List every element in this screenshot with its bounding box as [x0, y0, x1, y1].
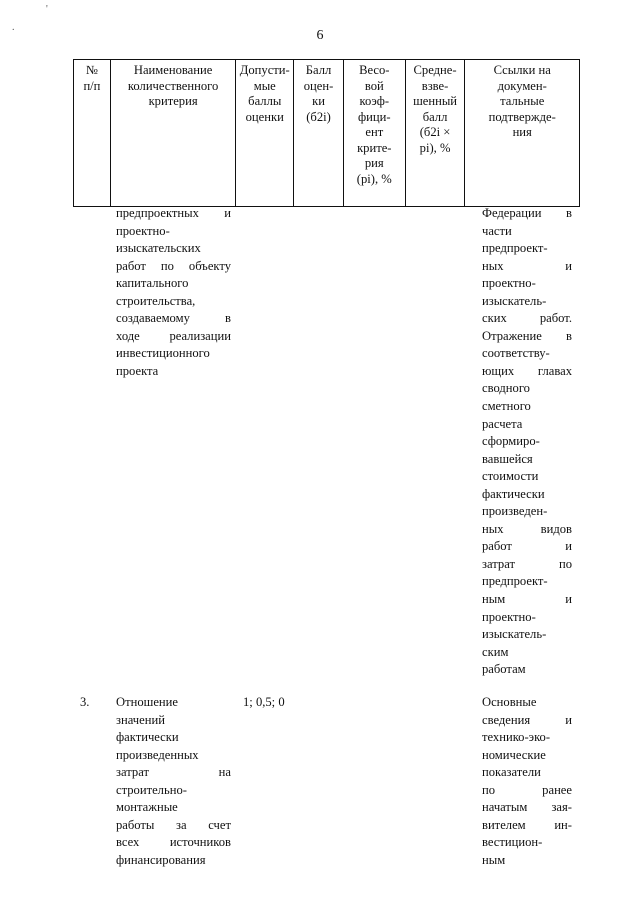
- header-allowed-points: [236, 60, 294, 206]
- document-ref-line: проектно-: [482, 609, 536, 624]
- document-ref-line: предпроект-: [482, 241, 548, 256]
- criterion-name-line: строительно-: [116, 782, 187, 797]
- document-ref-line: начатым зая-: [482, 800, 572, 815]
- header-document-refs: [465, 60, 579, 206]
- header-line: ки: [312, 94, 325, 108]
- header-line: оцен-: [303, 78, 334, 93]
- criterion-name-line: изыскательских: [116, 241, 201, 256]
- document-ref-line: номические: [482, 747, 546, 762]
- header-line: Балл: [305, 63, 332, 77]
- row3-criterion-name: [116, 694, 231, 869]
- criterion-name-line: фактически: [116, 730, 179, 745]
- header-score: [294, 60, 344, 206]
- header-line: рия: [364, 156, 384, 170]
- header-line: мые: [253, 78, 276, 93]
- document-ref-line: ных видов: [482, 521, 572, 536]
- criterion-name-line: значений: [116, 712, 165, 727]
- document-ref-line: соответству-: [482, 346, 550, 361]
- criterion-name-line: строительства,: [116, 293, 196, 308]
- header-line: критерия: [148, 94, 198, 108]
- document-ref-line: вителем ин-: [482, 817, 572, 832]
- header-line: коэф-: [359, 94, 390, 108]
- header-line: pi), %: [419, 140, 451, 155]
- document-ref-line: вавшейся: [482, 451, 533, 466]
- header-line: Весо-: [359, 63, 390, 77]
- criterion-name-line: произведенных: [116, 747, 199, 762]
- document-ref-line: Отражение в: [482, 328, 572, 343]
- criterion-name-line: монтажные: [116, 800, 178, 815]
- document-ref-line: части: [482, 223, 512, 238]
- document-ref-line: фактически: [482, 486, 545, 501]
- document-ref-line: сведения и: [482, 712, 572, 727]
- criterion-name-line: финансирования: [116, 852, 206, 867]
- document-ref-line: Федерации в: [482, 206, 572, 220]
- document-ref-line: расчета: [482, 416, 523, 431]
- header-line: ния: [512, 125, 532, 139]
- criterion-name-line: инвестиционного: [116, 346, 210, 361]
- header-line: тальные: [500, 94, 545, 108]
- criterion-name-line: проекта: [116, 363, 159, 378]
- document-ref-line: стоимости: [482, 469, 539, 484]
- criterion-name-line: создаваемому в: [116, 311, 231, 326]
- document-ref-line: ным: [482, 852, 506, 867]
- header-criterion-name: [111, 60, 237, 206]
- row3-number: 3.: [80, 695, 90, 709]
- row3-document-refs: [482, 694, 572, 869]
- header-line: (б2i ×: [419, 125, 451, 139]
- document-ref-line: сводного: [482, 381, 530, 396]
- header-line: (б2i): [306, 109, 331, 124]
- document-ref-line: показатели: [482, 765, 541, 780]
- header-line: вой: [364, 78, 384, 93]
- header-line: (pi), %: [356, 171, 392, 186]
- table-header: [73, 59, 580, 207]
- criterion-name-line: ходе реализации: [116, 328, 231, 343]
- header-line: взве-: [421, 78, 449, 93]
- header-line: Допусти-: [239, 63, 290, 77]
- header-weight: [344, 60, 406, 206]
- document-ref-line: сметного: [482, 399, 531, 414]
- header-line: количественного: [127, 78, 219, 93]
- document-ref-line: изыскатель-: [482, 627, 547, 642]
- header-line: шенный: [413, 94, 458, 108]
- document-ref-line: по ранее: [482, 782, 572, 797]
- document-ref-line: ным и: [482, 592, 572, 607]
- document-ref-line: сформиро-: [482, 434, 540, 449]
- continued-criterion-name: [116, 205, 231, 380]
- header-line: оценки: [245, 109, 284, 124]
- document-ref-line: произведен-: [482, 504, 548, 519]
- header-line: докумен-: [497, 78, 547, 93]
- row3-allowed-points: 1; 0,5; 0: [243, 695, 285, 709]
- criterion-name-line: проектно-: [116, 223, 170, 238]
- document-ref-line: технико-эко-: [482, 730, 551, 745]
- document-ref-line: Основные: [482, 695, 537, 709]
- document-ref-line: ским: [482, 644, 509, 659]
- document-ref-line: работ и: [482, 539, 572, 554]
- document-ref-line: предпроект-: [482, 574, 548, 589]
- header-line: Ссылки на: [493, 63, 551, 77]
- document-ref-line: ющих главах: [482, 363, 572, 378]
- criterion-name-line: работ по объекту: [116, 258, 231, 273]
- continued-document-refs: [482, 205, 572, 679]
- document-ref-line: затрат по: [482, 556, 572, 571]
- header-line: крите-: [357, 140, 392, 155]
- header-number: [74, 60, 111, 206]
- header-line: №: [85, 63, 98, 77]
- criterion-name-line: всех источников: [116, 835, 231, 850]
- criterion-name-line: работы за счет: [116, 817, 231, 832]
- page-number: 6: [316, 28, 324, 43]
- criterion-name-line: Отношение: [116, 695, 178, 709]
- header-line: ент: [365, 125, 384, 139]
- corner-mark-top: ': [46, 4, 48, 15]
- document-ref-line: ских работ.: [482, 311, 572, 326]
- document-ref-line: изыскатель-: [482, 293, 547, 308]
- header-line: подтвержде-: [488, 109, 556, 124]
- header-line: баллы: [248, 94, 282, 108]
- header-line: Средне-: [413, 63, 457, 77]
- corner-mark-left: .: [12, 22, 15, 33]
- document-ref-line: проектно-: [482, 276, 536, 291]
- document-ref-line: работам: [482, 662, 526, 677]
- document-ref-line: ных и: [482, 258, 572, 273]
- criterion-name-line: предпроектных и: [116, 206, 231, 220]
- criterion-name-line: капитального: [116, 276, 189, 291]
- header-line: Наименование: [133, 63, 213, 77]
- header-weighted-score: [406, 60, 466, 206]
- header-line: фици-: [358, 109, 391, 124]
- header-line: балл: [422, 109, 448, 124]
- header-line: п/п: [83, 78, 101, 93]
- criterion-name-line: затрат на: [116, 765, 231, 780]
- document-ref-line: вестицион-: [482, 835, 543, 850]
